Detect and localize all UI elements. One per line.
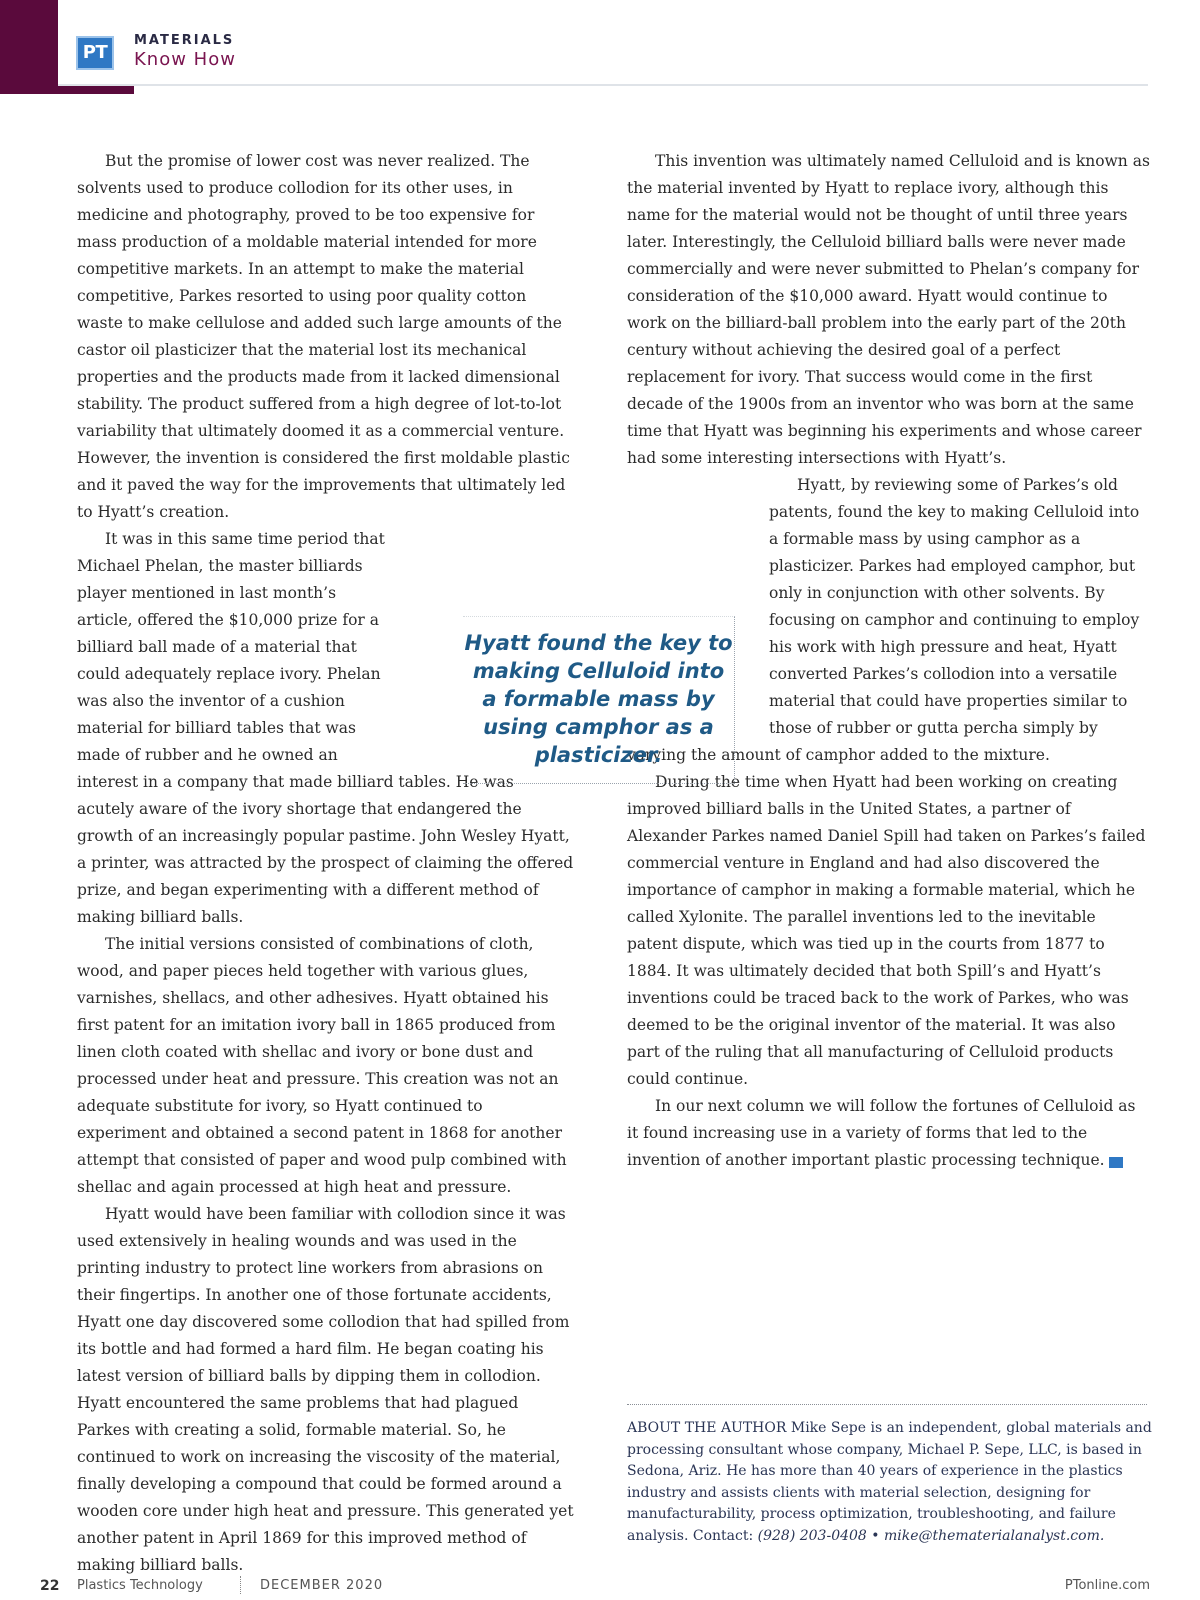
paragraph: The initial versions consisted of combinations of cloth, wood, and paper pieces held together with various glues, varnishes, shellacs, and other adhesives. Hyatt obtained his first patent for an imitation ivory ball in 1865 produced from linen cloth coated with shellac and ivory or bone dust and processed under heat and pressure. This creation was not an adequate substitute for ivory, so Hyatt continued to experiment and obtained a second patent in 1868 for another attempt that consisted of paper and wood pulp combined with shellac and again processed at high heat and pressure. [77, 935, 567, 1196]
paragraph-text: It was in this same time period that Michael Phelan, the master billiards player mentioned in last month’s article, offered the $10,000 prize for a billiard ball made of a material that could adequately replace ivory. Phelan was also the inventor of a cushion material for billiard tables that was made of rubber and he owned an interest in a company that made billiard tables. He was acutely aware of the ivory shortage that endangered the growth of an increasingly popular pastime. John Wesley Hyatt, a printer, was attracted by the prospect of claiming the offered prize, and began experimenting with a different method of making billiard balls. [77, 530, 574, 926]
pt-logo-icon: PT [76, 36, 114, 70]
left-column [77, 148, 575, 1579]
header-accent-bar [0, 0, 58, 94]
issue-date: DECEMBER 2020 [260, 1578, 384, 1593]
section-label: MATERIALS [134, 33, 235, 48]
author-bio-text: ABOUT THE AUTHOR Mike Sepe is an independent, global materials and processing consultant whose company, Michael P. Sepe, LLC, is based in Sedona, Ariz. He has more than 40 years of experience in the plastics industry and assists clients with material selection, designing for manufacturability, process optimization, troubleshooting, and failure analysis. [627, 1420, 1152, 1544]
page-number: 22 [40, 1578, 60, 1594]
header-accent-tail [58, 86, 134, 94]
paragraph: But the promise of lower cost was never realized. The solvents used to produce collodion for its other uses, in medicine and photography, proved to be too expensive for mass production of a moldable material intended for more competitive markets. In an attempt to make the material competitive, Parkes resorted to using poor quality cotton waste to make cellulose and added such large amounts of the castor oil plasticizer that the material lost its mechanical properties and the products made from it lacked dimensional stability. The product suffered from a high degree of lot-to-lot variability that ultimately doomed it as a commercial venture. However, the invention is considered the first moldable plastic and it paved the way for the improvements that ultimately led to Hyatt’s creation. [77, 152, 570, 521]
magazine-name: Plastics Technology [77, 1578, 203, 1593]
end-mark-icon: PT [1109, 1157, 1123, 1168]
footer-divider [240, 1576, 241, 1594]
paragraph: Hyatt would have been familiar with collodion since it was used extensively in healing wounds and was used in the printing industry to protect line workers from abrasions on their fingertips. In another one of those fortunate accidents, Hyatt one day discovered some collodion that had spilled from its bottle and had formed a hard film. He began coating his latest version of billiard balls by dipping them in collodion. Hyatt encountered the same problems that had plagued Parkes with creating a solid, formable material. So, he continued to work on increasing the viscosity of the material, finally developing a compound that could be formed around a wooden core under high heat and pressure. This generated yet another patent in April 1869 for this improved method of making billiard balls. [77, 1205, 574, 1574]
header-rule [58, 84, 1148, 86]
paragraph: During the time when Hyatt had been working on creating improved billiard balls in the United States, a partner of Alexander Parkes named Daniel Spill had taken on Parkes’s failed commercial venture in England and had also discovered the importance of camphor in making a formable material, which he called Xylonite. The parallel inventions led to the inevitable patent dispute, which was tied up in the courts from 1877 to 1884. It was ultimately decided that both Spill’s and Hyatt’s inventions could be traced back to the work of Parkes, who was deemed to be the original inventor of the material. It was also part of the ruling that all manufacturing of Celluloid products could continue. [627, 773, 1146, 1088]
contact-info: (928) 203-0408 • mike@thematerialanalyst.com. [757, 1527, 1105, 1544]
paragraph: This invention was ultimately named Celluloid and is known as the material invented by Hyatt to replace ivory, although this name for the material would not be thought of until three years later. Interestingly, the Celluloid billiard balls were never made commercially and were never submitted to Phelan’s company for consideration of the $10,000 award. Hyatt would continue to work on the billiard-ball problem into the early part of the 20th century without achieving the desired goal of a perfect replacement for ivory. That success would come in the first decade of the 1900s from an inventor who was born at the same time that Hyatt was beginning his experiments and whose career had some interesting intersections with Hyatt’s. [627, 152, 1150, 467]
author-bio [627, 1418, 1157, 1547]
pull-quote: Hyatt found the key to making Celluloid into a formable mass by using camphor as a plasticizer. [463, 616, 735, 784]
website-link[interactable]: PTonline.com [1064, 1578, 1150, 1593]
contact-label: Contact: [692, 1527, 754, 1544]
paragraph-text: Hyatt, by reviewing some of Parkes’s old patents, found the key to making Celluloid into a formable mass by using camphor as a plasticizer. Parkes had employed camphor, but only in conjunction with other solvents. By focusing on camphor and continuing to employ his work with high pressure and heat, Hyatt converted Parkes’s collodion into a versatile material that could have properties similar to those of rubber or gutta percha simply by varying the amount of camphor added to the mixture. [627, 476, 1140, 764]
section-title: Know How [134, 49, 236, 70]
author-divider [627, 1404, 1147, 1405]
paragraph-text: In our next column we will follow the fortunes of Celluloid as it found increasing use in a variety of forms that led to the invention of another important plastic processing technique. [627, 1097, 1136, 1169]
paragraph [627, 1093, 1150, 1174]
